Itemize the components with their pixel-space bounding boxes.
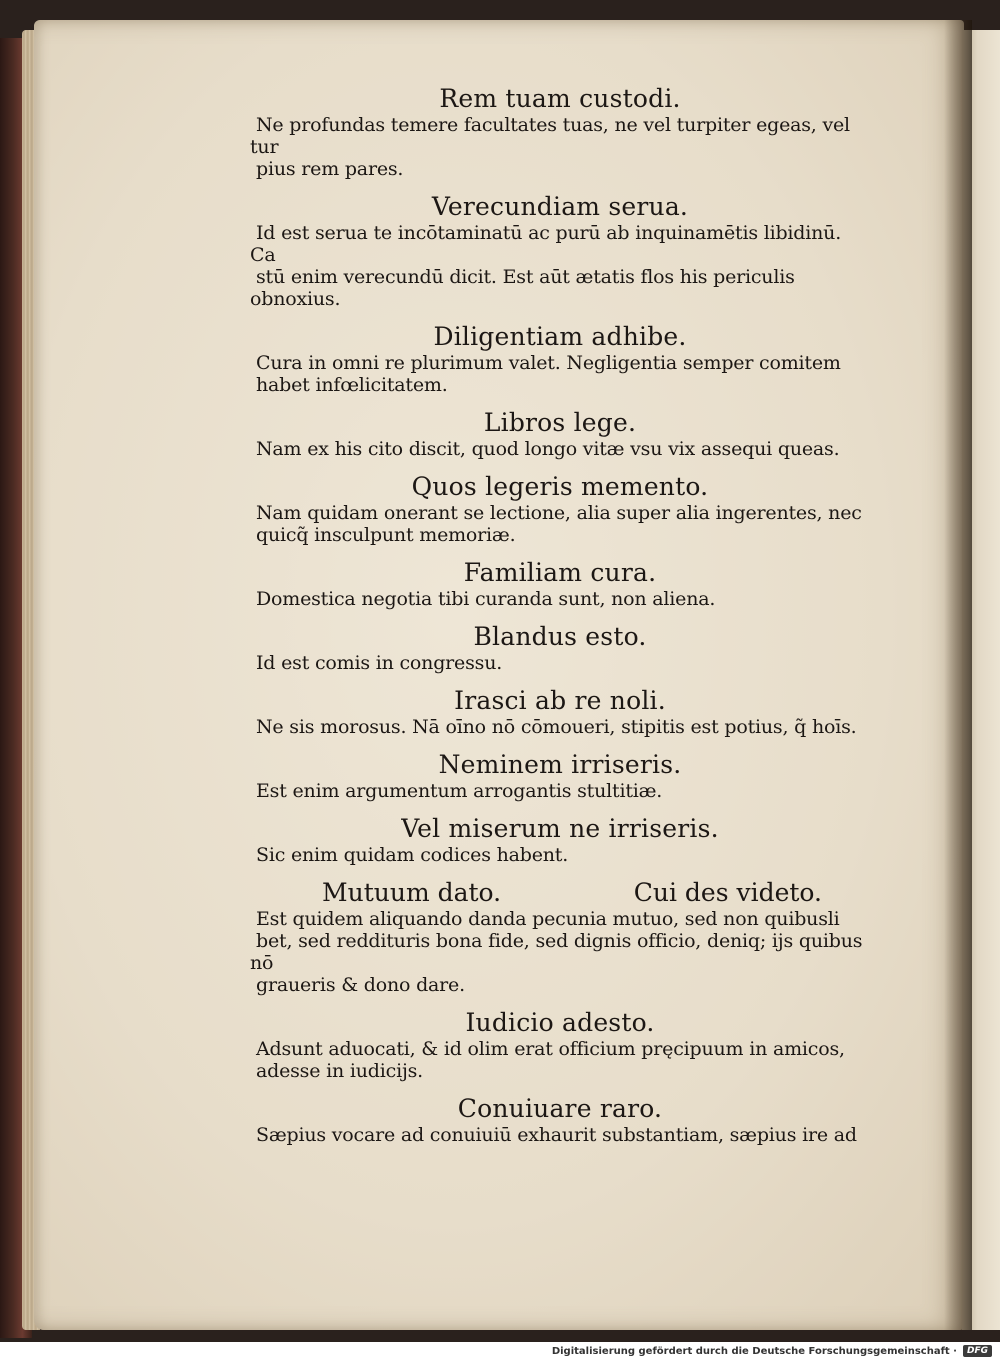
entry-heading: Libros lege.: [483, 408, 637, 437]
entry-heading: Mutuum dato.: [322, 878, 502, 907]
entry-line: Ne sis morosus. Nā oīno nō cōmoueri, stipitis est potius, q̃ hoīs.: [256, 716, 857, 738]
entry-line: quicq̃ insculpunt memoriæ.: [256, 524, 516, 546]
entry: [250, 622, 870, 674]
double-entry: [250, 878, 870, 996]
entry-line: Est enim argumentum arrogantis stultitiæ.: [256, 780, 663, 802]
entry: [250, 408, 870, 460]
entry-line: Nam ex his cito discit, quod longo vitæ vsu vix assequi queas.: [256, 438, 840, 460]
entry-line: Domestica negotia tibi curanda sunt, non aliena.: [256, 588, 716, 610]
entry-heading: Conuiuare raro.: [457, 1094, 663, 1123]
entry: [250, 192, 870, 310]
entry: [250, 1094, 870, 1146]
entry-line: habet infœlicitatem.: [256, 374, 448, 396]
entry: [250, 1008, 870, 1082]
entry-line: Id est serua te incōtaminatū ac purū ab inquinamētis libidinū. Ca: [250, 222, 842, 266]
entry-line: Id est comis in congressu.: [256, 652, 503, 674]
entry-line: Nam quidam onerant se lectione, alia super alia ingerentes, nec: [256, 502, 862, 524]
entry-line: Sic enim quidam codices habent.: [256, 844, 569, 866]
entry-heading: Irasci ab re noli.: [454, 686, 666, 715]
entry: [250, 686, 870, 738]
entry: [250, 472, 870, 546]
entry-heading: Rem tuam custodi.: [439, 84, 681, 113]
double-heading: [250, 878, 870, 908]
entry-heading: Diligentiam adhibe.: [433, 322, 687, 351]
entry-line: stū enim verecundū dicit. Est aūt ætatis flos his periculis obnoxius.: [250, 266, 795, 310]
dfg-logo-icon: DFG: [963, 1345, 992, 1357]
entry-heading: Verecundiam serua.: [431, 192, 689, 221]
page-text: [250, 84, 870, 1146]
entry-line: Sæpius vocare ad conuiuiū exhaurit substantiam, sæpius ire ad: [256, 1124, 857, 1146]
entry-line: bet, sed reddituris bona fide, sed dignis officio, deniq; ijs quibus nō: [250, 930, 863, 974]
entry-heading: Familiam cura.: [463, 558, 657, 587]
entry-heading: Cui des videto.: [633, 878, 822, 907]
entry-line: Adsunt aduocati, & id olim erat officium pręcipuum in amicos,: [256, 1038, 845, 1060]
entry-line: pius rem pares.: [256, 158, 404, 180]
entry: [250, 84, 870, 180]
entry: [250, 814, 870, 866]
entry-line: Ne profundas temere facultates tuas, ne vel turpiter egeas, vel tur: [250, 114, 850, 158]
entry-heading: Vel miserum ne irriseris.: [401, 814, 719, 843]
entry-line: adesse in iudicijs.: [256, 1060, 424, 1082]
entry-line: Est quidem aliquando danda pecunia mutuo, sed non quibusli: [256, 908, 840, 930]
digitization-footer: [0, 1342, 1000, 1360]
entry: [250, 558, 870, 610]
entry-line: Cura in omni re plurimum valet. Negligentia semper comitem: [256, 352, 841, 374]
entry-line: graueris & dono dare.: [256, 974, 465, 996]
entry: [250, 750, 870, 802]
entry: [250, 322, 870, 396]
book-gutter-shadow: [944, 20, 972, 1330]
entry-heading: Iudicio adesto.: [465, 1008, 655, 1037]
entry-heading: Quos legeris memento.: [411, 472, 709, 501]
footer-credit: Digitalisierung gefördert durch die Deutsche Forschungsgemeinschaft ·: [551, 1345, 957, 1357]
entry-heading: Blandus esto.: [473, 622, 647, 651]
entry-heading: Neminem irriseris.: [438, 750, 682, 779]
